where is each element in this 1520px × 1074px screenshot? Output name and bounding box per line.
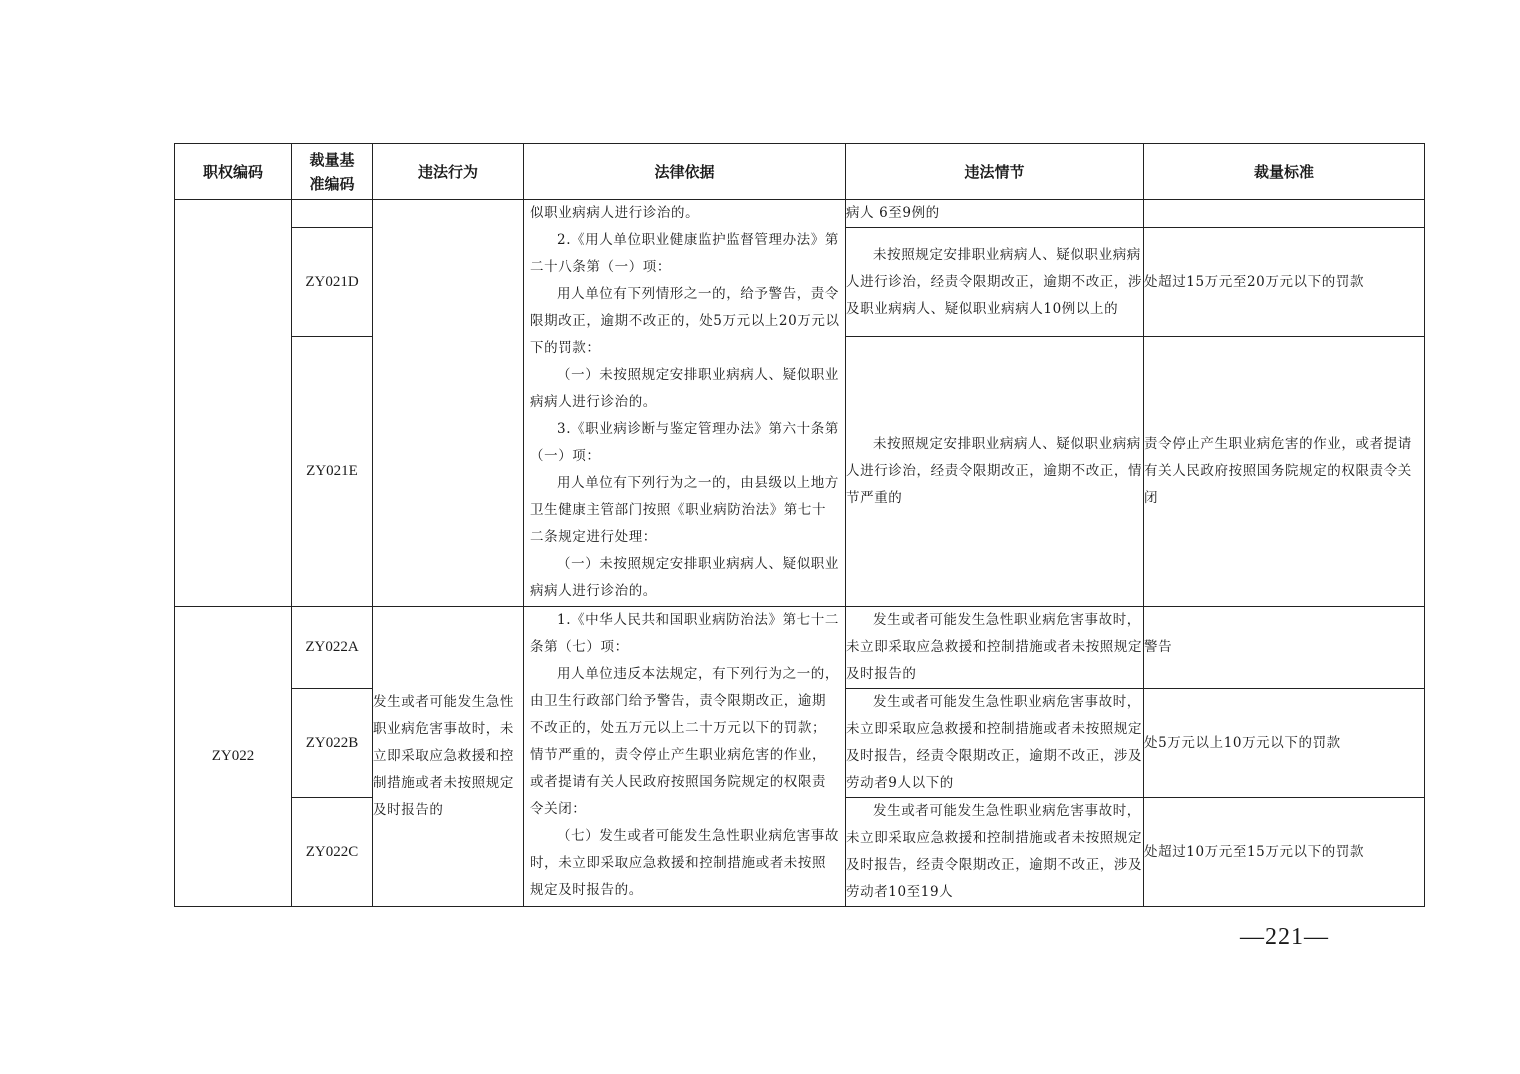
circumstance-text: 病人 6至9例的 <box>846 200 1144 228</box>
header-authority-code: 职权编码 <box>175 144 292 200</box>
header-discretion-code: 裁量基准编码 <box>292 144 373 200</box>
legal-basis-line: 3.《职业病诊断与鉴定管理办法》第六十条第（一）项： <box>530 421 839 464</box>
standard-text: 处超过10万元至15万元以下的罚款 <box>1144 798 1425 907</box>
standard-text: 处5万元以上10万元以下的罚款 <box>1144 689 1425 798</box>
legal-basis-line: （一）未按照规定安排职业病病人、疑似职业病病人进行诊治的。 <box>530 367 839 410</box>
header-standard: 裁量标准 <box>1144 144 1425 200</box>
legal-basis-line: 用人单位有下列行为之一的，由县级以上地方卫生健康主管部门按照《职业病防治法》第七十二条规定进行处理： <box>530 475 839 545</box>
authority-code: ZY022 <box>175 607 292 907</box>
discretion-standard-table <box>174 143 1425 907</box>
discretion-code: ZY021E <box>292 337 373 607</box>
table-row <box>175 607 1425 689</box>
circumstance-text: 未按照规定安排职业病病人、疑似职业病病人进行诊治，经责令限期改正，逾期不改正，情节严重的 <box>846 337 1144 607</box>
discretion-code: ZY021D <box>292 228 373 337</box>
discretion-code: ZY022C <box>292 798 373 907</box>
discretion-code: ZY022A <box>292 607 373 689</box>
legal-basis-text <box>524 200 845 605</box>
standard-text: 责令停止产生职业病危害的作业，或者提请有关人民政府按照国务院规定的权限责令关闭 <box>1144 337 1425 607</box>
standard-text: 警告 <box>1144 607 1425 689</box>
table-row <box>175 200 1425 228</box>
legal-basis-line: （一）未按照规定安排职业病病人、疑似职业病病人进行诊治的。 <box>530 556 839 599</box>
violation-text: 发生或者可能发生急性职业病危害事故时，未立即采取应急救援和控制措施或者未按照规定及时报告的 <box>373 607 524 907</box>
standard-text <box>1144 200 1425 228</box>
legal-basis-line: 1.《中华人民共和国职业病防治法》第七十二条第（七）项： <box>530 612 839 655</box>
circumstance-text: 未按照规定安排职业病病人、疑似职业病病人进行诊治，经责令限期改正，逾期不改正，涉及职业病病人、疑似职业病病人10例以上的 <box>846 228 1144 337</box>
circumstance-text: 发生或者可能发生急性职业病危害事故时，未立即采取应急救援和控制措施或者未按照规定及时报告的 <box>846 607 1144 689</box>
legal-basis-line: （七）发生或者可能发生急性职业病危害事故时，未立即采取应急救援和控制措施或者未按照规定及时报告的。 <box>530 828 839 898</box>
circumstance-text: 发生或者可能发生急性职业病危害事故时，未立即采取应急救援和控制措施或者未按照规定及时报告，经责令限期改正，逾期不改正，涉及劳动者9人以下的 <box>846 689 1144 798</box>
discretion-code <box>292 200 373 228</box>
discretion-code: ZY022B <box>292 689 373 798</box>
legal-basis-line: 用人单位违反本法规定，有下列行为之一的，由卫生行政部门给予警告，责令限期改正，逾期不改正的，处五万元以上二十万元以下的罚款；情节严重的，责令停止产生职业病危害的作业，或者提请有关人民政府按照国务院规定的权限责令关闭： <box>530 666 839 817</box>
header-violation: 违法行为 <box>373 144 524 200</box>
legal-basis-line: 似职业病病人进行诊治的。 <box>530 205 700 221</box>
authority-code-cell <box>175 200 292 607</box>
legal-basis-text <box>524 607 845 904</box>
header-circumstances: 违法情节 <box>846 144 1144 200</box>
header-legal-basis: 法律依据 <box>524 144 846 200</box>
page-number: —221— <box>1240 924 1329 950</box>
legal-basis-line: 2.《用人单位职业健康监护监督管理办法》第二十八条第（一）项： <box>530 232 839 275</box>
standard-text: 处超过15万元至20万元以下的罚款 <box>1144 228 1425 337</box>
violation-cell <box>373 200 524 607</box>
circumstance-text: 发生或者可能发生急性职业病危害事故时，未立即采取应急救援和控制措施或者未按照规定及时报告，经责令限期改正，逾期不改正，涉及劳动者10至19人 <box>846 798 1144 907</box>
legal-basis-line: 用人单位有下列情形之一的，给予警告，责令限期改正，逾期不改正的，处5万元以上20万元以下的罚款： <box>530 286 840 356</box>
legal-basis-cell <box>524 200 846 607</box>
table-header-row <box>175 144 1425 200</box>
legal-basis-cell <box>524 607 846 907</box>
